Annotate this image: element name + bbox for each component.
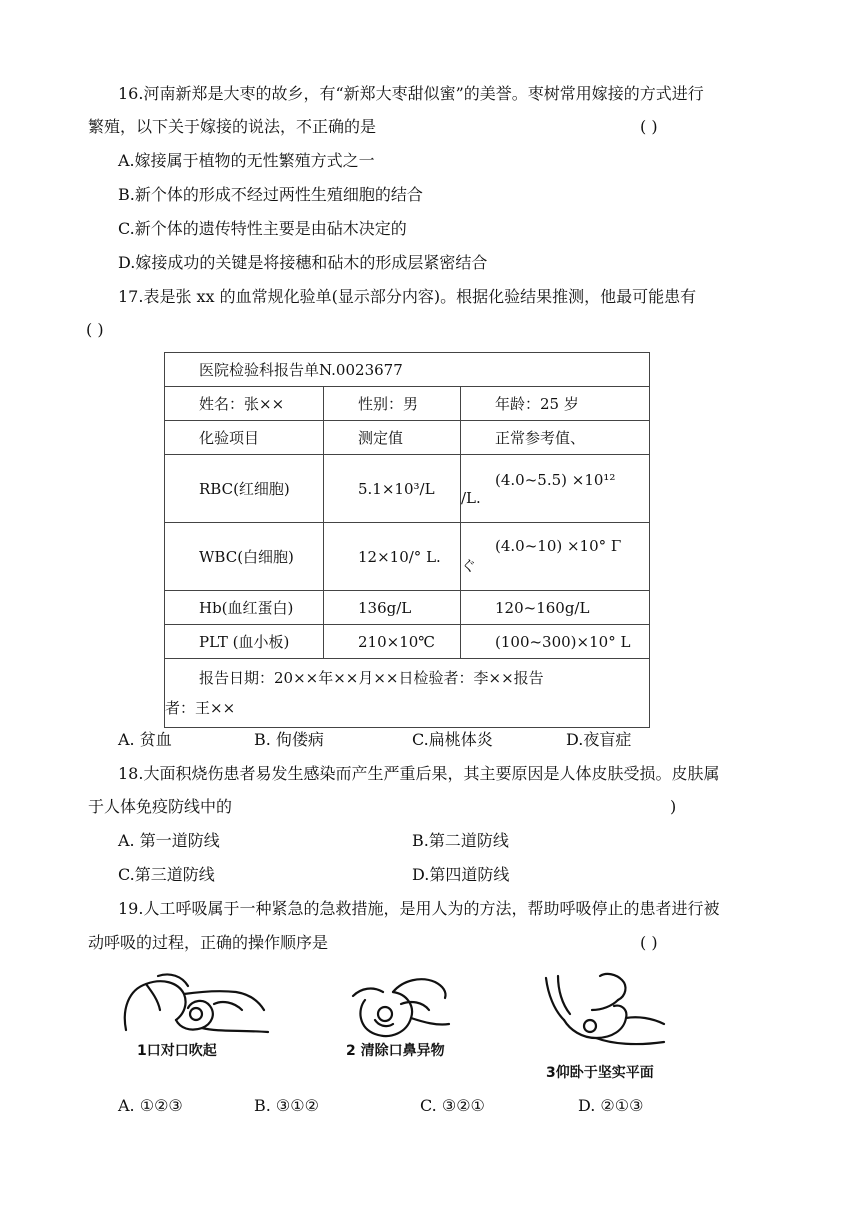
q19-option-d: D. ②①③ <box>578 1096 644 1115</box>
report-header-row <box>165 421 650 455</box>
q16-option-b: B.新个体的形成不经过两性生殖细胞的结合 <box>118 185 423 204</box>
clear-airway-illustration <box>345 970 455 1040</box>
patient-name: 姓名：张×× <box>165 387 324 421</box>
q18-option-d: D.第四道防线 <box>412 865 510 884</box>
q16-stem-line2: 繁殖，以下关于嫁接的说法，不正确的是 <box>88 117 377 136</box>
q19-option-c: C. ③②① <box>420 1096 485 1115</box>
row-wbc-ref <box>461 523 650 591</box>
header-item: 化验项目 <box>165 421 324 455</box>
table-row <box>165 455 650 523</box>
row-rbc-ref <box>461 455 650 523</box>
row-hb-ref: 120~160g/L <box>461 591 650 625</box>
q18-stem-line2: 于人体免疫防线中的 <box>88 797 233 816</box>
q16-stem-line1: 16.河南新郑是大枣的故乡，有“新郑大枣甜似蜜”的美誉。枣树常用嫁接的方式进行 <box>118 84 704 103</box>
table-row <box>165 625 650 659</box>
q17-option-a: A. 贫血 <box>118 730 172 749</box>
q16-option-c: C.新个体的遗传特性主要是由砧木决定的 <box>118 219 407 238</box>
q18-option-b: B.第二道防线 <box>412 831 509 850</box>
report-title-row <box>165 353 650 387</box>
caption-clear-airway: 2 清除口鼻异物 <box>346 1043 445 1059</box>
q19-stem-line2: 动呼吸的过程，正确的操作顺序是 <box>88 933 329 952</box>
row-hb-item: Hb(血红蛋白) <box>165 591 324 625</box>
q17-option-d: D.夜盲症 <box>566 730 632 749</box>
q16-option-a: A.嫁接属于植物的无性繁殖方式之一 <box>118 151 375 170</box>
row-rbc-item: RBC(红细胞) <box>165 455 324 523</box>
caption-supine-position: 3仰卧于坚实平面 <box>546 1065 654 1081</box>
report-title: 医院检验科报告单N.0023677 <box>165 353 650 387</box>
report-footer <box>165 659 650 728</box>
row-wbc-value: 12×10/° L. <box>324 523 461 591</box>
mouth-to-mouth-illustration <box>118 970 278 1040</box>
report-patient-row <box>165 387 650 421</box>
report-footer-line2: 者：王×× <box>165 699 236 717</box>
header-value: 测定值 <box>324 421 461 455</box>
q19-stem-line1: 19.人工呼吸属于一种紧急的急救措施，是用人为的方法，帮助呼吸停止的患者进行被 <box>118 899 720 918</box>
q17-option-b: B. 佝偻病 <box>254 730 324 749</box>
report-footer-line1: 报告日期：20××年××月××日检验者：李××报告 <box>199 669 544 687</box>
q17-option-c: C.扁桃体炎 <box>412 730 493 749</box>
q17-stem-line1: 17.表是张 xx 的血常规化验单(显示部分内容)。根据化验结果推测，他最可能患有 <box>118 287 697 306</box>
table-row <box>165 523 650 591</box>
header-reference: 正常参考值、 <box>461 421 650 455</box>
table-row <box>165 591 650 625</box>
q18-answer-paren: ) <box>670 797 677 816</box>
q18-option-c: C.第三道防线 <box>118 865 215 884</box>
q19-option-b: B. ③①② <box>254 1096 319 1115</box>
q16-answer-paren: ( ) <box>640 117 658 136</box>
patient-age: 年龄：25 岁 <box>461 387 650 421</box>
row-wbc-ref-line1: (4.0~10) ×10° Γ <box>495 537 622 555</box>
row-rbc-ref-line1: (4.0~5.5) ×10¹² <box>495 470 616 489</box>
q16-option-d: D.嫁接成功的关键是将接穗和砧木的形成层紧密结合 <box>118 253 488 272</box>
q19-option-a: A. ①②③ <box>118 1096 183 1115</box>
lab-report-table <box>164 352 650 728</box>
row-plt-value: 210×10℃ <box>324 625 461 659</box>
supine-position-illustration <box>540 970 670 1050</box>
row-hb-value: 136g/L <box>324 591 461 625</box>
row-plt-ref: (100~300)×10° L <box>461 625 650 659</box>
row-wbc-ref-line2: ぐ <box>461 557 477 575</box>
caption-mouth-to-mouth: 1口对口吹起 <box>137 1043 217 1059</box>
report-footer-row <box>165 659 650 728</box>
row-rbc-value: 5.1×10³/L <box>324 455 461 523</box>
row-plt-item: PLT (血小板) <box>165 625 324 659</box>
row-rbc-ref-line2: /L. <box>461 488 481 507</box>
row-wbc-item: WBC(白细胞) <box>165 523 324 591</box>
patient-gender: 性别：男 <box>324 387 461 421</box>
q18-option-a: A. 第一道防线 <box>118 831 220 850</box>
q19-answer-paren: ( ) <box>640 933 658 952</box>
q17-answer-paren: ( ) <box>86 320 104 339</box>
q18-stem-line1: 18.大面积烧伤患者易发生感染而产生严重后果，其主要原因是人体皮肤受损。皮肤属 <box>118 764 720 783</box>
